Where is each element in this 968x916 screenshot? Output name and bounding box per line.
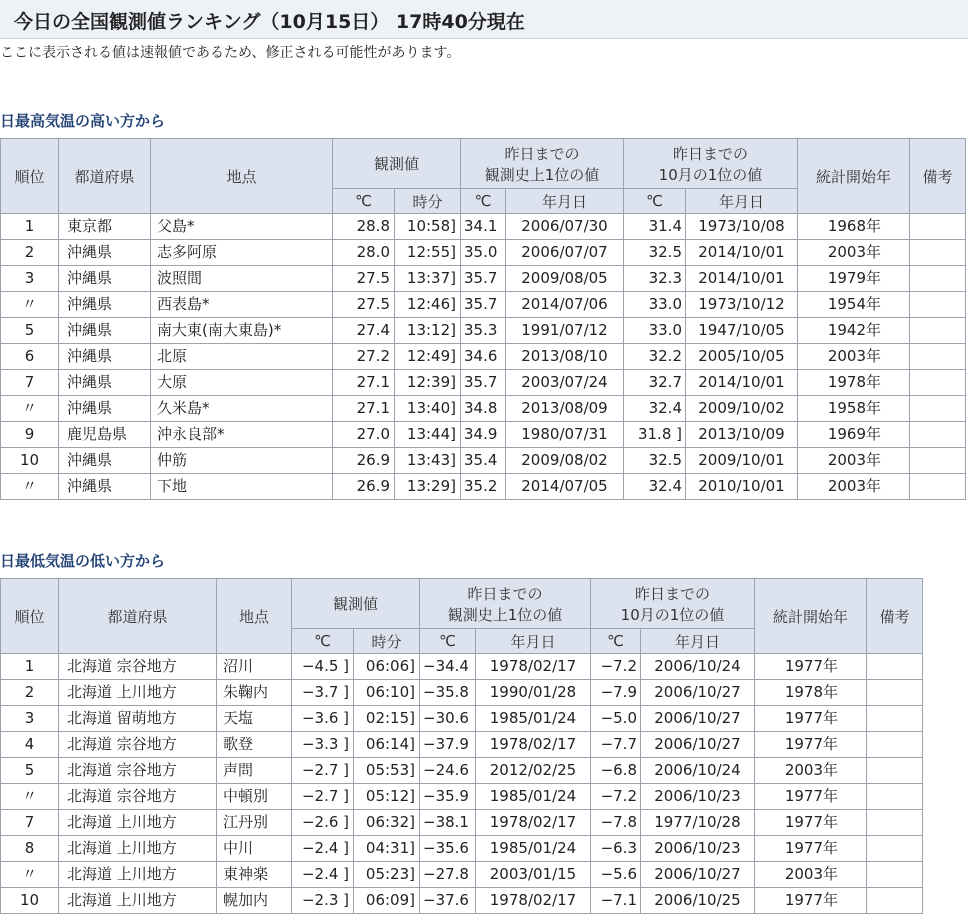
col-october-line2: 10月の1位の値	[620, 605, 725, 624]
observed-value-cell: −3.6 ]	[292, 706, 354, 732]
october-date-cell: 2009/10/02	[686, 396, 798, 422]
record-value-cell: −38.1	[420, 810, 476, 836]
remarks-cell	[867, 680, 923, 706]
col-observed: 観測値	[333, 139, 461, 189]
observed-value-cell: −4.5 ]	[292, 654, 354, 680]
page-title: 今日の全国観測値ランキング（10月15日） 17時40分現在	[14, 11, 525, 33]
col-start-year: 統計開始年	[755, 579, 867, 654]
prefecture-cell: 沖縄県	[59, 474, 151, 500]
october-value-cell: 31.4	[624, 214, 686, 240]
record-value-cell: 34.8	[461, 396, 506, 422]
october-date-cell: 2010/10/01	[686, 474, 798, 500]
high-temp-table	[0, 138, 966, 500]
october-value-cell: 32.4	[624, 474, 686, 500]
station-cell: 南大東(南大東島)*	[151, 318, 333, 344]
col-observed: 観測値	[292, 579, 420, 629]
rank-cell: 1	[1, 214, 59, 240]
observed-value-cell: −2.7 ]	[292, 758, 354, 784]
prefecture-cell: 北海道 留萌地方	[59, 706, 217, 732]
prefecture-cell: 沖縄県	[59, 292, 151, 318]
prefecture-cell: 沖縄県	[59, 240, 151, 266]
rank-cell: 2	[1, 240, 59, 266]
october-value-cell: −7.7	[591, 732, 641, 758]
october-value-cell: −6.3	[591, 836, 641, 862]
observed-value-cell: −2.3 ]	[292, 888, 354, 914]
prefecture-cell: 沖縄県	[59, 396, 151, 422]
col-rank: 順位	[1, 139, 59, 214]
subcol-date: 年月日	[476, 629, 591, 654]
col-start-year: 統計開始年	[798, 139, 910, 214]
october-value-cell: −7.2	[591, 654, 641, 680]
station-cell: 歌登	[217, 732, 292, 758]
remarks-cell	[910, 240, 966, 266]
rank-cell: 7	[1, 370, 59, 396]
remarks-cell	[867, 654, 923, 680]
record-date-cell: 2014/07/06	[506, 292, 624, 318]
rank-cell: 10	[1, 448, 59, 474]
remarks-cell	[910, 370, 966, 396]
record-date-cell: 1991/07/12	[506, 318, 624, 344]
table-row	[1, 706, 923, 732]
station-cell: 朱鞠内	[217, 680, 292, 706]
station-cell: 西表島*	[151, 292, 333, 318]
remarks-cell	[867, 758, 923, 784]
prefecture-cell: 北海道 宗谷地方	[59, 758, 217, 784]
observed-time-cell: 05:12]	[354, 784, 420, 810]
observed-time-cell: 13:29]	[395, 474, 461, 500]
disclaimer-note: ここに表示される値は速報値であるため、修正される可能性があります。	[0, 45, 461, 61]
october-value-cell: 32.3	[624, 266, 686, 292]
col-record-line2: 観測史上1位の値	[447, 605, 563, 624]
october-date-cell: 1973/10/08	[686, 214, 798, 240]
prefecture-cell: 北海道 上川地方	[59, 836, 217, 862]
october-value-cell: 33.0	[624, 318, 686, 344]
observed-time-cell: 02:15]	[354, 706, 420, 732]
remarks-cell	[867, 784, 923, 810]
prefecture-cell: 北海道 上川地方	[59, 810, 217, 836]
observed-time-cell: 05:23]	[354, 862, 420, 888]
october-date-cell: 2006/10/23	[641, 784, 755, 810]
october-value-cell: 33.0	[624, 292, 686, 318]
prefecture-cell: 沖縄県	[59, 370, 151, 396]
october-value-cell: −5.6	[591, 862, 641, 888]
table-row	[1, 214, 966, 240]
observed-value-cell: 27.4	[333, 318, 395, 344]
record-value-cell: 35.3	[461, 318, 506, 344]
station-cell: 波照間	[151, 266, 333, 292]
start-year-cell: 1978年	[798, 370, 910, 396]
prefecture-cell: 北海道 上川地方	[59, 888, 217, 914]
start-year-cell: 1978年	[755, 680, 867, 706]
observed-value-cell: −2.7 ]	[292, 784, 354, 810]
prefecture-cell: 沖縄県	[59, 318, 151, 344]
october-value-cell: 32.4	[624, 396, 686, 422]
record-date-cell: 2009/08/02	[506, 448, 624, 474]
observed-value-cell: 27.0	[333, 422, 395, 448]
record-value-cell: −35.9	[420, 784, 476, 810]
record-value-cell: 35.2	[461, 474, 506, 500]
observed-time-cell: 06:09]	[354, 888, 420, 914]
start-year-cell: 1977年	[755, 784, 867, 810]
low-temp-table	[0, 578, 923, 914]
station-cell: 中川	[217, 836, 292, 862]
col-record-line1: 昨日までの	[504, 144, 580, 163]
remarks-cell	[910, 396, 966, 422]
col-october-line1: 昨日までの	[634, 584, 710, 603]
october-date-cell: 1977/10/28	[641, 810, 755, 836]
record-value-cell: −24.6	[420, 758, 476, 784]
prefecture-cell: 北海道 上川地方	[59, 680, 217, 706]
observed-value-cell: −2.4 ]	[292, 862, 354, 888]
station-cell: 声問	[217, 758, 292, 784]
high-temp-section-title: 日最高気温の高い方から	[0, 112, 166, 130]
subcol-degree: ℃	[591, 629, 641, 654]
october-date-cell: 2014/10/01	[686, 266, 798, 292]
record-date-cell: 2014/07/05	[506, 474, 624, 500]
col-october-line2: 10月の1位の値	[658, 165, 763, 184]
remarks-cell	[910, 292, 966, 318]
remarks-cell	[910, 448, 966, 474]
table-row	[1, 318, 966, 344]
october-value-cell: 32.5	[624, 448, 686, 474]
prefecture-cell: 北海道 宗谷地方	[59, 784, 217, 810]
remarks-cell	[867, 862, 923, 888]
table-row	[1, 862, 923, 888]
station-cell: 大原	[151, 370, 333, 396]
record-value-cell: −30.6	[420, 706, 476, 732]
observed-value-cell: 26.9	[333, 474, 395, 500]
subcol-degree: ℃	[420, 629, 476, 654]
record-date-cell: 1980/07/31	[506, 422, 624, 448]
col-prefecture: 都道府県	[59, 579, 217, 654]
record-value-cell: 35.0	[461, 240, 506, 266]
station-cell: 父島*	[151, 214, 333, 240]
observed-time-cell: 05:53]	[354, 758, 420, 784]
october-date-cell: 2014/10/01	[686, 240, 798, 266]
october-date-cell: 2006/10/27	[641, 706, 755, 732]
col-station: 地点	[151, 139, 333, 214]
october-date-cell: 1973/10/12	[686, 292, 798, 318]
observed-value-cell: 27.1	[333, 396, 395, 422]
remarks-cell	[910, 266, 966, 292]
table-row	[1, 344, 966, 370]
station-cell: 沖永良部*	[151, 422, 333, 448]
table-row	[1, 448, 966, 474]
rank-cell: 3	[1, 706, 59, 732]
prefecture-cell: 沖縄県	[59, 448, 151, 474]
table-row	[1, 654, 923, 680]
october-date-cell: 2013/10/09	[686, 422, 798, 448]
observed-time-cell: 06:10]	[354, 680, 420, 706]
record-date-cell: 1985/01/24	[476, 784, 591, 810]
station-cell: 志多阿原	[151, 240, 333, 266]
table-row	[1, 474, 966, 500]
table-row	[1, 888, 923, 914]
col-rank: 順位	[1, 579, 59, 654]
october-value-cell: −7.8	[591, 810, 641, 836]
col-remarks: 備考	[910, 139, 966, 214]
start-year-cell: 2003年	[798, 344, 910, 370]
october-value-cell: −7.1	[591, 888, 641, 914]
start-year-cell: 1977年	[755, 888, 867, 914]
observed-value-cell: 28.8	[333, 214, 395, 240]
col-record-line1: 昨日までの	[467, 584, 543, 603]
observed-value-cell: −3.3 ]	[292, 732, 354, 758]
table-row	[1, 266, 966, 292]
observed-time-cell: 13:37]	[395, 266, 461, 292]
october-date-cell: 2009/10/01	[686, 448, 798, 474]
october-date-cell: 2014/10/01	[686, 370, 798, 396]
start-year-cell: 1977年	[755, 706, 867, 732]
table-row	[1, 784, 923, 810]
subcol-time: 時分	[354, 629, 420, 654]
observed-time-cell: 06:06]	[354, 654, 420, 680]
record-date-cell: 1978/02/17	[476, 654, 591, 680]
table-row	[1, 240, 966, 266]
rank-cell: 10	[1, 888, 59, 914]
record-value-cell: 34.6	[461, 344, 506, 370]
october-value-cell: −5.0	[591, 706, 641, 732]
remarks-cell	[910, 344, 966, 370]
col-record-line2: 観測史上1位の値	[484, 165, 600, 184]
observed-value-cell: −2.6 ]	[292, 810, 354, 836]
observed-time-cell: 12:55]	[395, 240, 461, 266]
prefecture-cell: 沖縄県	[59, 266, 151, 292]
prefecture-cell: 北海道 宗谷地方	[59, 732, 217, 758]
observed-time-cell: 13:44]	[395, 422, 461, 448]
record-value-cell: 34.1	[461, 214, 506, 240]
observed-time-cell: 13:40]	[395, 396, 461, 422]
start-year-cell: 1954年	[798, 292, 910, 318]
high-temp-rows	[1, 214, 966, 500]
october-date-cell: 2006/10/23	[641, 836, 755, 862]
october-date-cell: 2006/10/24	[641, 654, 755, 680]
subcol-degree: ℃	[292, 629, 354, 654]
station-cell: 幌加内	[217, 888, 292, 914]
rank-cell: 〃	[1, 292, 59, 318]
observed-time-cell: 04:31]	[354, 836, 420, 862]
observed-value-cell: 27.2	[333, 344, 395, 370]
remarks-cell	[867, 706, 923, 732]
observed-time-cell: 06:32]	[354, 810, 420, 836]
station-cell: 下地	[151, 474, 333, 500]
remarks-cell	[910, 422, 966, 448]
col-record	[461, 139, 624, 189]
october-date-cell: 2006/10/24	[641, 758, 755, 784]
rank-cell: 〃	[1, 396, 59, 422]
remarks-cell	[867, 810, 923, 836]
subcol-time: 時分	[395, 189, 461, 214]
record-date-cell: 2003/07/24	[506, 370, 624, 396]
record-value-cell: 34.9	[461, 422, 506, 448]
record-date-cell: 2006/07/07	[506, 240, 624, 266]
october-value-cell: 31.8 ]	[624, 422, 686, 448]
start-year-cell: 1958年	[798, 396, 910, 422]
table-row	[1, 680, 923, 706]
record-date-cell: 2013/08/09	[506, 396, 624, 422]
start-year-cell: 2003年	[798, 448, 910, 474]
station-cell: 天塩	[217, 706, 292, 732]
record-date-cell: 1978/02/17	[476, 732, 591, 758]
observed-time-cell: 06:14]	[354, 732, 420, 758]
station-cell: 江丹別	[217, 810, 292, 836]
table-row	[1, 758, 923, 784]
observed-value-cell: 28.0	[333, 240, 395, 266]
observed-value-cell: −3.7 ]	[292, 680, 354, 706]
col-october-line1: 昨日までの	[672, 144, 748, 163]
table-row	[1, 292, 966, 318]
low-temp-section-title: 日最低気温の低い方から	[0, 552, 166, 570]
observed-value-cell: −2.4 ]	[292, 836, 354, 862]
station-cell: 東神楽	[217, 862, 292, 888]
record-value-cell: −34.4	[420, 654, 476, 680]
title-bar	[0, 0, 968, 39]
start-year-cell: 2003年	[755, 758, 867, 784]
col-october-record	[591, 579, 755, 629]
station-cell: 北原	[151, 344, 333, 370]
october-date-cell: 2006/10/25	[641, 888, 755, 914]
record-value-cell: −37.6	[420, 888, 476, 914]
remarks-cell	[867, 836, 923, 862]
table-row	[1, 836, 923, 862]
col-prefecture: 都道府県	[59, 139, 151, 214]
rank-cell: 6	[1, 344, 59, 370]
table-row	[1, 396, 966, 422]
table-row	[1, 810, 923, 836]
rank-cell: 8	[1, 836, 59, 862]
table-row	[1, 732, 923, 758]
prefecture-cell: 東京都	[59, 214, 151, 240]
record-value-cell: 35.4	[461, 448, 506, 474]
col-remarks: 備考	[867, 579, 923, 654]
col-october-record	[624, 139, 798, 189]
remarks-cell	[910, 214, 966, 240]
col-record	[420, 579, 591, 629]
observed-time-cell: 12:49]	[395, 344, 461, 370]
start-year-cell: 1979年	[798, 266, 910, 292]
start-year-cell: 2003年	[798, 240, 910, 266]
record-value-cell: 35.7	[461, 266, 506, 292]
remarks-cell	[910, 318, 966, 344]
subcol-date: 年月日	[686, 189, 798, 214]
rank-cell: 7	[1, 810, 59, 836]
col-station: 地点	[217, 579, 292, 654]
rank-cell: 9	[1, 422, 59, 448]
rank-cell: 3	[1, 266, 59, 292]
record-date-cell: 2003/01/15	[476, 862, 591, 888]
record-date-cell: 1978/02/17	[476, 888, 591, 914]
start-year-cell: 1977年	[755, 654, 867, 680]
record-date-cell: 2013/08/10	[506, 344, 624, 370]
record-date-cell: 2012/02/25	[476, 758, 591, 784]
observed-value-cell: 27.5	[333, 266, 395, 292]
subcol-degree: ℃	[333, 189, 395, 214]
october-date-cell: 2006/10/27	[641, 732, 755, 758]
prefecture-cell: 沖縄県	[59, 344, 151, 370]
record-date-cell: 2006/07/30	[506, 214, 624, 240]
low-temp-rows	[1, 654, 923, 914]
record-value-cell: 35.7	[461, 292, 506, 318]
observed-time-cell: 12:46]	[395, 292, 461, 318]
october-value-cell: −7.9	[591, 680, 641, 706]
subcol-date: 年月日	[506, 189, 624, 214]
rank-cell: 5	[1, 758, 59, 784]
remarks-cell	[867, 888, 923, 914]
observed-time-cell: 13:12]	[395, 318, 461, 344]
record-date-cell: 1985/01/24	[476, 706, 591, 732]
subcol-date: 年月日	[641, 629, 755, 654]
observed-time-cell: 13:43]	[395, 448, 461, 474]
october-date-cell: 2006/10/27	[641, 862, 755, 888]
october-value-cell: −6.8	[591, 758, 641, 784]
start-year-cell: 1977年	[755, 810, 867, 836]
record-value-cell: 35.7	[461, 370, 506, 396]
observed-time-cell: 12:39]	[395, 370, 461, 396]
rank-cell: 〃	[1, 474, 59, 500]
remarks-cell	[910, 474, 966, 500]
station-cell: 仲筋	[151, 448, 333, 474]
rank-cell: 2	[1, 680, 59, 706]
october-date-cell: 2005/10/05	[686, 344, 798, 370]
october-value-cell: 32.7	[624, 370, 686, 396]
record-date-cell: 1978/02/17	[476, 810, 591, 836]
subcol-degree: ℃	[624, 189, 686, 214]
table-row	[1, 422, 966, 448]
rank-cell: 〃	[1, 784, 59, 810]
record-date-cell: 2009/08/05	[506, 266, 624, 292]
rank-cell: 〃	[1, 862, 59, 888]
start-year-cell: 1977年	[755, 732, 867, 758]
october-value-cell: 32.2	[624, 344, 686, 370]
prefecture-cell: 北海道 宗谷地方	[59, 654, 217, 680]
record-value-cell: −27.8	[420, 862, 476, 888]
observed-time-cell: 10:58]	[395, 214, 461, 240]
record-value-cell: −37.9	[420, 732, 476, 758]
remarks-cell	[867, 732, 923, 758]
october-value-cell: 32.5	[624, 240, 686, 266]
observed-value-cell: 27.5	[333, 292, 395, 318]
record-value-cell: −35.6	[420, 836, 476, 862]
start-year-cell: 1942年	[798, 318, 910, 344]
start-year-cell: 1968年	[798, 214, 910, 240]
rank-cell: 1	[1, 654, 59, 680]
station-cell: 久米島*	[151, 396, 333, 422]
record-value-cell: −35.8	[420, 680, 476, 706]
prefecture-cell: 鹿児島県	[59, 422, 151, 448]
rank-cell: 5	[1, 318, 59, 344]
start-year-cell: 2003年	[798, 474, 910, 500]
station-cell: 中頓別	[217, 784, 292, 810]
prefecture-cell: 北海道 上川地方	[59, 862, 217, 888]
record-date-cell: 1985/01/24	[476, 836, 591, 862]
rank-cell: 4	[1, 732, 59, 758]
table-row	[1, 370, 966, 396]
record-date-cell: 1990/01/28	[476, 680, 591, 706]
observed-value-cell: 26.9	[333, 448, 395, 474]
october-date-cell: 2006/10/27	[641, 680, 755, 706]
station-cell: 沼川	[217, 654, 292, 680]
subcol-degree: ℃	[461, 189, 506, 214]
october-date-cell: 1947/10/05	[686, 318, 798, 344]
start-year-cell: 2003年	[755, 862, 867, 888]
start-year-cell: 1969年	[798, 422, 910, 448]
observed-value-cell: 27.1	[333, 370, 395, 396]
october-value-cell: −7.2	[591, 784, 641, 810]
start-year-cell: 1977年	[755, 836, 867, 862]
